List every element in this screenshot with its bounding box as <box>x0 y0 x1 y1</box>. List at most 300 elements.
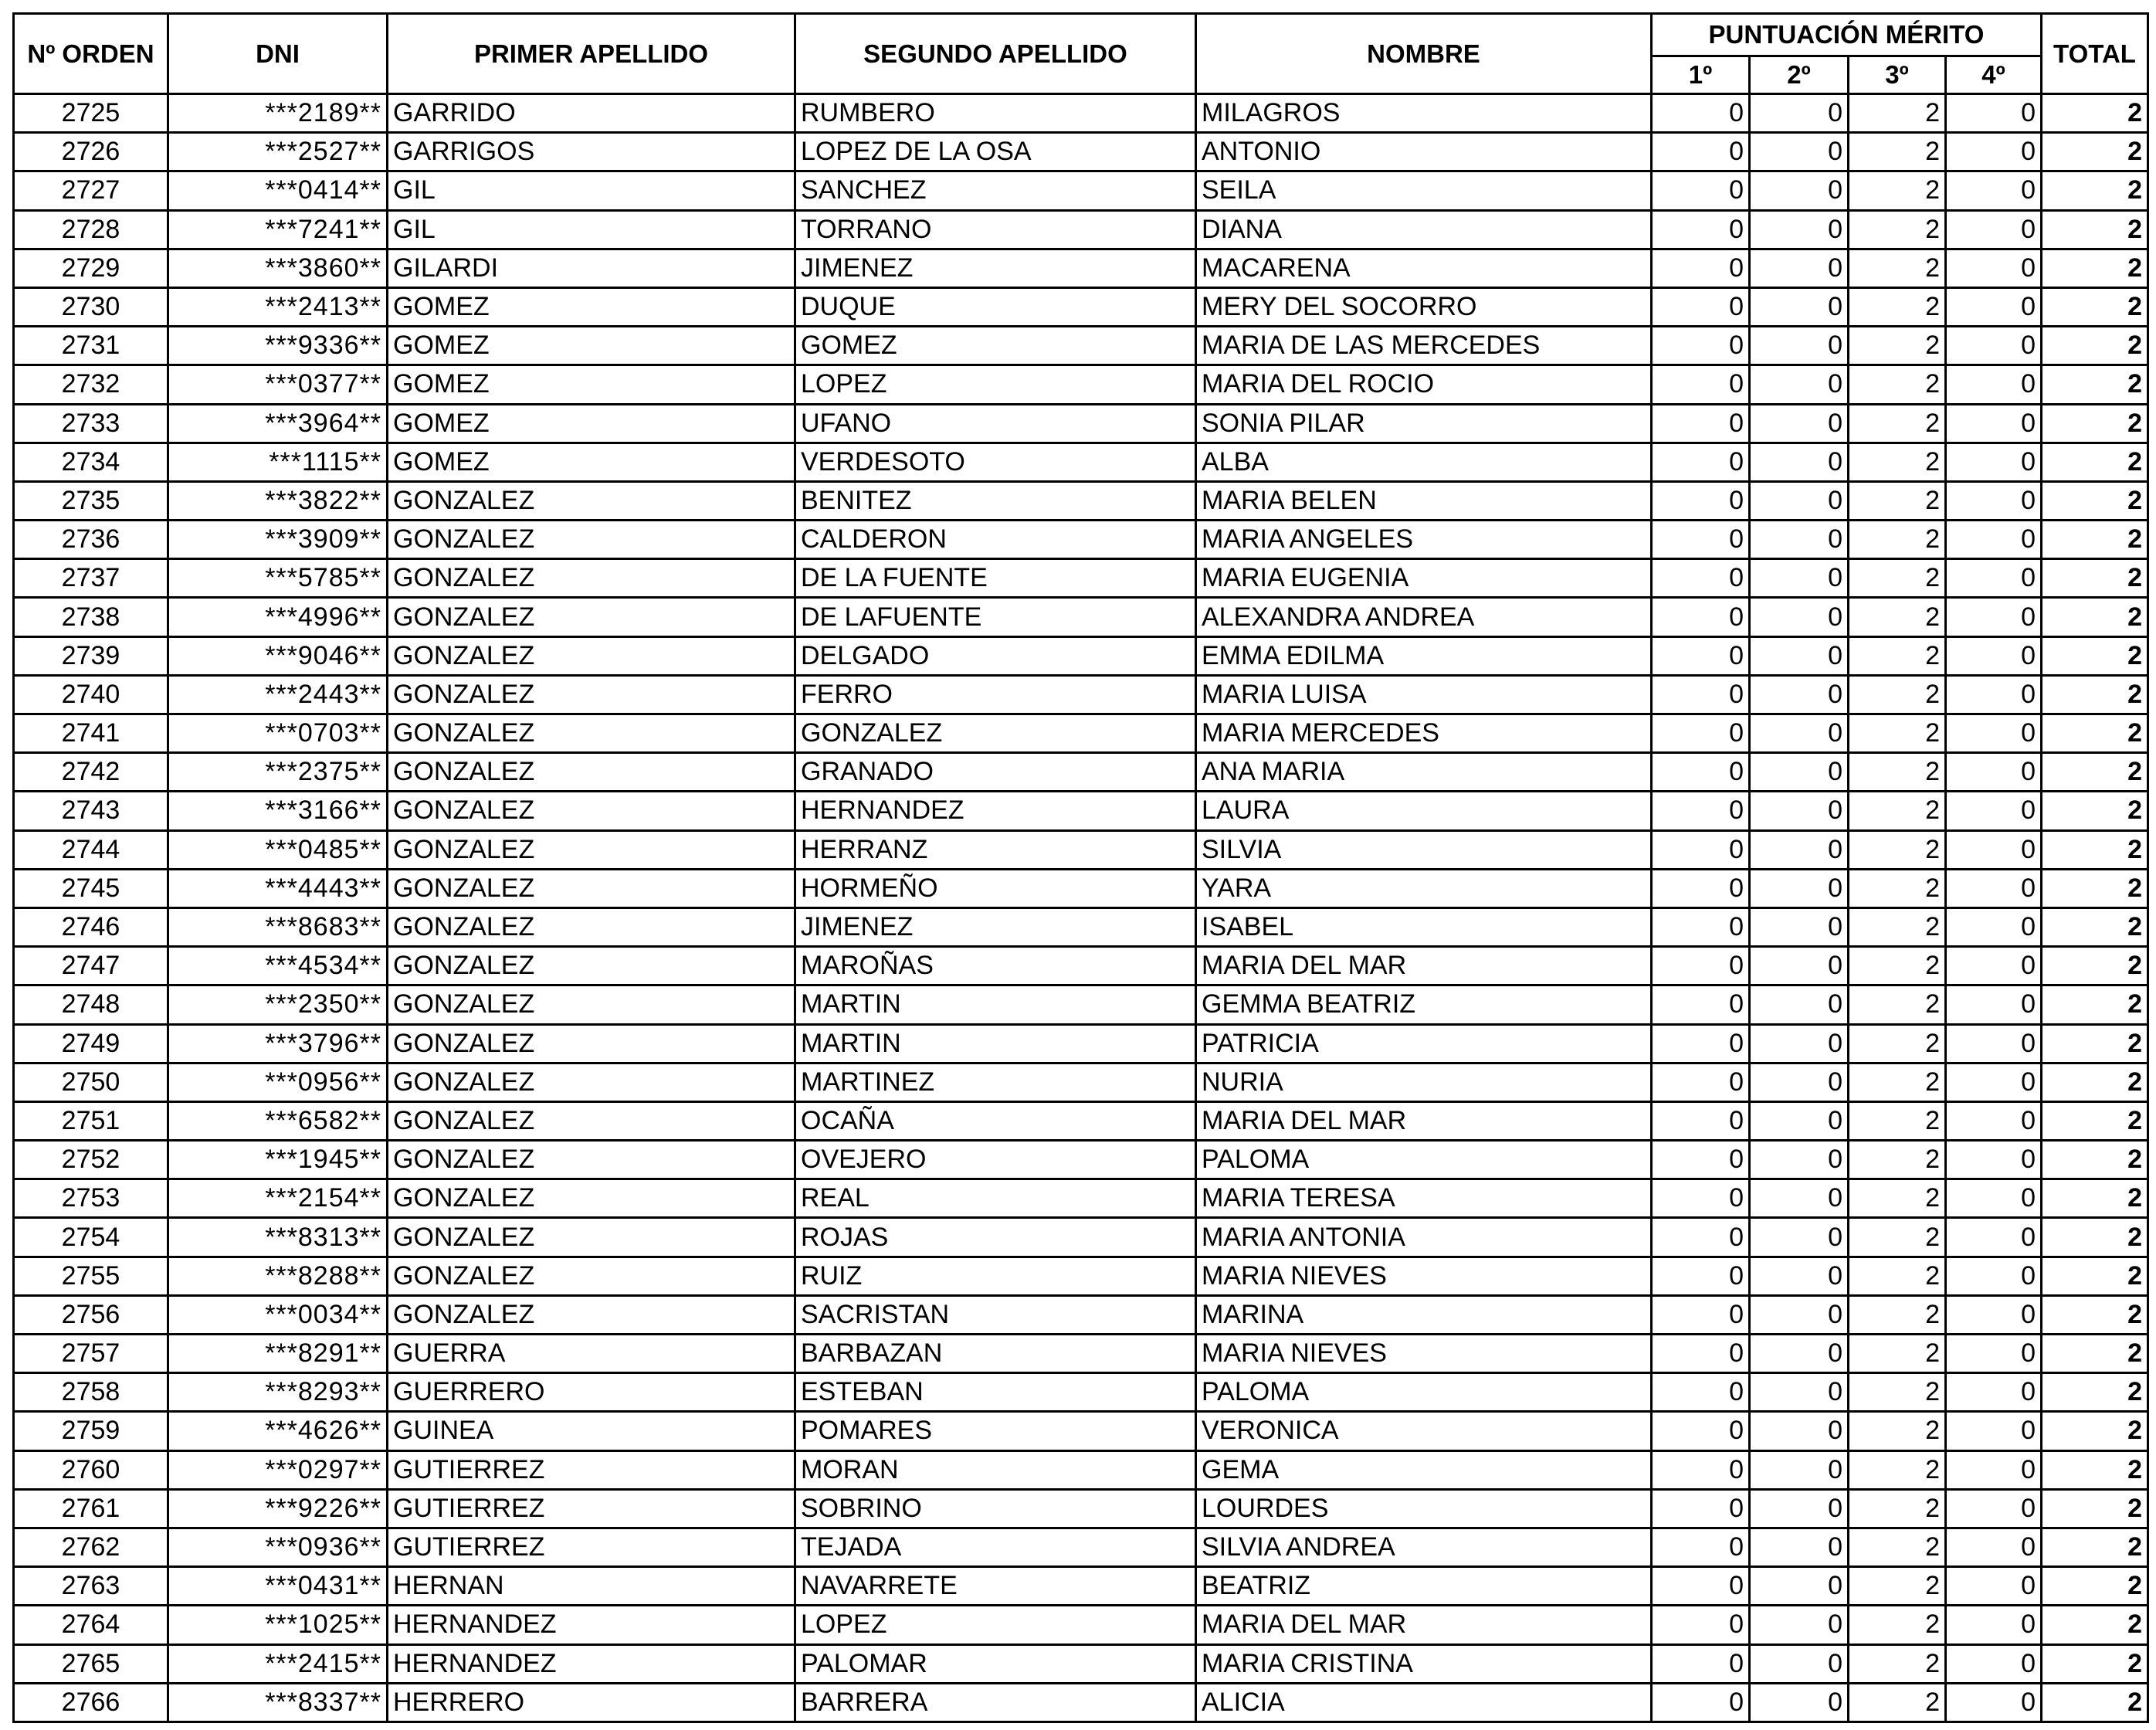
cell-segundo-apellido: ROJAS <box>795 1218 1196 1257</box>
cell-merito-4: 0 <box>1946 327 2042 365</box>
cell-orden: 2745 <box>14 869 168 907</box>
header-puntuacion-merito: PUNTUACIÓN MÉRITO <box>1652 14 2042 56</box>
cell-primer-apellido: GOMEZ <box>388 404 795 443</box>
cell-merito-1: 0 <box>1652 210 1750 249</box>
cell-merito-4: 0 <box>1946 753 2042 792</box>
cell-dni: ***0377** <box>168 365 388 404</box>
cell-segundo-apellido: PALOMAR <box>795 1644 1196 1683</box>
cell-primer-apellido: GUTIERREZ <box>388 1489 795 1528</box>
cell-merito-2: 0 <box>1750 1257 1849 1295</box>
table-row <box>14 1063 2148 1101</box>
cell-nombre: MILAGROS <box>1196 94 1652 133</box>
cell-merito-4: 0 <box>1946 94 2042 133</box>
cell-nombre: NURIA <box>1196 1063 1652 1101</box>
table-row <box>14 753 2148 792</box>
cell-primer-apellido: GONZALEZ <box>388 1257 795 1295</box>
cell-merito-4: 0 <box>1946 1528 2042 1566</box>
table-row <box>14 1606 2148 1644</box>
cell-segundo-apellido: NAVARRETE <box>795 1567 1196 1606</box>
cell-total: 2 <box>2042 1295 2148 1334</box>
cell-merito-2: 0 <box>1750 94 1849 133</box>
cell-merito-3: 2 <box>1849 636 1946 675</box>
cell-segundo-apellido: UFANO <box>795 404 1196 443</box>
cell-orden: 2762 <box>14 1528 168 1566</box>
cell-total: 2 <box>2042 869 2148 907</box>
cell-merito-1: 0 <box>1652 1567 1750 1606</box>
cell-merito-3: 2 <box>1849 1295 1946 1334</box>
cell-merito-4: 0 <box>1946 1295 2042 1334</box>
cell-nombre: ALEXANDRA ANDREA <box>1196 598 1652 636</box>
cell-segundo-apellido: BARRERA <box>795 1683 1196 1722</box>
cell-merito-1: 0 <box>1652 1489 1750 1528</box>
cell-merito-3: 2 <box>1849 1179 1946 1218</box>
cell-merito-3: 2 <box>1849 1450 1946 1489</box>
cell-primer-apellido: HERRERO <box>388 1683 795 1722</box>
cell-segundo-apellido: RUIZ <box>795 1257 1196 1295</box>
cell-orden: 2737 <box>14 559 168 598</box>
cell-segundo-apellido: HORMEÑO <box>795 869 1196 907</box>
table-row <box>14 559 2148 598</box>
cell-merito-3: 2 <box>1849 1335 1946 1373</box>
cell-merito-4: 0 <box>1946 171 2042 210</box>
cell-merito-1: 0 <box>1652 598 1750 636</box>
cell-orden: 2728 <box>14 210 168 249</box>
cell-dni: ***2375** <box>168 753 388 792</box>
table-row <box>14 1644 2148 1683</box>
table-row <box>14 1412 2148 1450</box>
cell-nombre: MARIA CRISTINA <box>1196 1644 1652 1683</box>
cell-total: 2 <box>2042 1567 2148 1606</box>
cell-primer-apellido: GONZALEZ <box>388 753 795 792</box>
cell-primer-apellido: GIL <box>388 171 795 210</box>
cell-merito-1: 0 <box>1652 559 1750 598</box>
cell-merito-1: 0 <box>1652 1412 1750 1450</box>
cell-merito-2: 0 <box>1750 171 1849 210</box>
cell-orden: 2738 <box>14 598 168 636</box>
cell-total: 2 <box>2042 636 2148 675</box>
cell-primer-apellido: GONZALEZ <box>388 481 795 520</box>
cell-primer-apellido: GONZALEZ <box>388 792 795 830</box>
cell-merito-3: 2 <box>1849 327 1946 365</box>
cell-nombre: YARA <box>1196 869 1652 907</box>
header-merito-4: 4º <box>1946 56 2042 94</box>
cell-merito-4: 0 <box>1946 1644 2042 1683</box>
cell-merito-4: 0 <box>1946 1257 2042 1295</box>
cell-merito-3: 2 <box>1849 753 1946 792</box>
cell-merito-1: 0 <box>1652 714 1750 753</box>
table-row <box>14 210 2148 249</box>
cell-nombre: MARIA NIEVES <box>1196 1257 1652 1295</box>
cell-nombre: MARINA <box>1196 1295 1652 1334</box>
cell-nombre: ANA MARIA <box>1196 753 1652 792</box>
cell-merito-1: 0 <box>1652 1683 1750 1722</box>
cell-orden: 2764 <box>14 1606 168 1644</box>
cell-orden: 2727 <box>14 171 168 210</box>
cell-dni: ***3964** <box>168 404 388 443</box>
cell-merito-1: 0 <box>1652 1606 1750 1644</box>
table-row <box>14 1450 2148 1489</box>
table-row <box>14 94 2148 133</box>
cell-segundo-apellido: MARTINEZ <box>795 1063 1196 1101</box>
cell-dni: ***2350** <box>168 985 388 1024</box>
cell-dni: ***8337** <box>168 1683 388 1722</box>
cell-nombre: ISABEL <box>1196 907 1652 946</box>
cell-dni: ***8313** <box>168 1218 388 1257</box>
table-row <box>14 1141 2148 1179</box>
cell-merito-4: 0 <box>1946 1683 2042 1722</box>
cell-dni: ***5785** <box>168 559 388 598</box>
cell-orden: 2749 <box>14 1024 168 1063</box>
cell-merito-3: 2 <box>1849 94 1946 133</box>
cell-orden: 2748 <box>14 985 168 1024</box>
cell-orden: 2739 <box>14 636 168 675</box>
cell-merito-2: 0 <box>1750 1063 1849 1101</box>
cell-primer-apellido: GUERRERO <box>388 1373 795 1412</box>
cell-total: 2 <box>2042 985 2148 1024</box>
cell-total: 2 <box>2042 1606 2148 1644</box>
cell-total: 2 <box>2042 947 2148 985</box>
cell-merito-3: 2 <box>1849 1489 1946 1528</box>
cell-merito-1: 0 <box>1652 1101 1750 1140</box>
cell-total: 2 <box>2042 1218 2148 1257</box>
cell-segundo-apellido: MARTIN <box>795 1024 1196 1063</box>
cell-dni: ***0485** <box>168 830 388 869</box>
cell-nombre: MARIA DEL MAR <box>1196 1606 1652 1644</box>
table-row <box>14 521 2148 559</box>
cell-primer-apellido: HERNAN <box>388 1567 795 1606</box>
cell-total: 2 <box>2042 481 2148 520</box>
cell-segundo-apellido: OCAÑA <box>795 1101 1196 1140</box>
cell-merito-3: 2 <box>1849 365 1946 404</box>
cell-primer-apellido: GONZALEZ <box>388 830 795 869</box>
cell-merito-2: 0 <box>1750 1606 1849 1644</box>
cell-merito-4: 0 <box>1946 1606 2042 1644</box>
table-body <box>14 94 2148 1722</box>
cell-dni: ***9336** <box>168 327 388 365</box>
cell-merito-2: 0 <box>1750 598 1849 636</box>
cell-merito-4: 0 <box>1946 869 2042 907</box>
table-row <box>14 792 2148 830</box>
cell-merito-2: 0 <box>1750 521 1849 559</box>
table-row <box>14 1218 2148 1257</box>
cell-merito-2: 0 <box>1750 792 1849 830</box>
header-orden: Nº ORDEN <box>14 14 168 94</box>
cell-merito-2: 0 <box>1750 1141 1849 1179</box>
cell-segundo-apellido: DELGADO <box>795 636 1196 675</box>
cell-total: 2 <box>2042 210 2148 249</box>
cell-merito-3: 2 <box>1849 1063 1946 1101</box>
cell-merito-2: 0 <box>1750 675 1849 714</box>
cell-merito-3: 2 <box>1849 249 1946 287</box>
cell-total: 2 <box>2042 1528 2148 1566</box>
header-nombre: NOMBRE <box>1196 14 1652 94</box>
cell-primer-apellido: GONZALEZ <box>388 869 795 907</box>
cell-dni: ***4443** <box>168 869 388 907</box>
table-row <box>14 1295 2148 1334</box>
cell-merito-1: 0 <box>1652 404 1750 443</box>
cell-nombre: SONIA PILAR <box>1196 404 1652 443</box>
cell-total: 2 <box>2042 1141 2148 1179</box>
cell-total: 2 <box>2042 249 2148 287</box>
cell-merito-2: 0 <box>1750 636 1849 675</box>
cell-dni: ***1945** <box>168 1141 388 1179</box>
table-header <box>14 14 2148 94</box>
cell-merito-3: 2 <box>1849 985 1946 1024</box>
cell-nombre: EMMA EDILMA <box>1196 636 1652 675</box>
cell-dni: ***2154** <box>168 1179 388 1218</box>
cell-merito-1: 0 <box>1652 792 1750 830</box>
cell-dni: ***8288** <box>168 1257 388 1295</box>
table-row <box>14 1179 2148 1218</box>
cell-merito-3: 2 <box>1849 1101 1946 1140</box>
cell-merito-1: 0 <box>1652 830 1750 869</box>
cell-merito-3: 2 <box>1849 521 1946 559</box>
cell-merito-4: 0 <box>1946 985 2042 1024</box>
cell-merito-1: 0 <box>1652 1373 1750 1412</box>
cell-merito-1: 0 <box>1652 1141 1750 1179</box>
cell-merito-4: 0 <box>1946 249 2042 287</box>
cell-total: 2 <box>2042 94 2148 133</box>
cell-merito-4: 0 <box>1946 365 2042 404</box>
results-table <box>12 12 2149 1723</box>
cell-nombre: GEMMA BEATRIZ <box>1196 985 1652 1024</box>
cell-segundo-apellido: JIMENEZ <box>795 907 1196 946</box>
cell-orden: 2754 <box>14 1218 168 1257</box>
cell-orden: 2731 <box>14 327 168 365</box>
cell-merito-2: 0 <box>1750 1024 1849 1063</box>
cell-dni: ***9046** <box>168 636 388 675</box>
cell-nombre: MERY DEL SOCORRO <box>1196 287 1652 326</box>
table-row <box>14 947 2148 985</box>
cell-dni: ***0297** <box>168 1450 388 1489</box>
cell-merito-4: 0 <box>1946 521 2042 559</box>
cell-dni: ***0034** <box>168 1295 388 1334</box>
cell-segundo-apellido: MAROÑAS <box>795 947 1196 985</box>
cell-merito-2: 0 <box>1750 1412 1849 1450</box>
table-row <box>14 171 2148 210</box>
cell-merito-2: 0 <box>1750 907 1849 946</box>
cell-merito-4: 0 <box>1946 1373 2042 1412</box>
cell-primer-apellido: GONZALEZ <box>388 675 795 714</box>
cell-orden: 2735 <box>14 481 168 520</box>
cell-segundo-apellido: TORRANO <box>795 210 1196 249</box>
cell-nombre: PALOMA <box>1196 1141 1652 1179</box>
cell-merito-1: 0 <box>1652 869 1750 907</box>
cell-dni: ***2443** <box>168 675 388 714</box>
cell-orden: 2729 <box>14 249 168 287</box>
cell-merito-3: 2 <box>1849 714 1946 753</box>
cell-merito-2: 0 <box>1750 1683 1849 1722</box>
cell-primer-apellido: GONZALEZ <box>388 985 795 1024</box>
cell-merito-2: 0 <box>1750 869 1849 907</box>
table-row <box>14 1335 2148 1373</box>
cell-merito-4: 0 <box>1946 1489 2042 1528</box>
cell-merito-4: 0 <box>1946 481 2042 520</box>
cell-segundo-apellido: ESTEBAN <box>795 1373 1196 1412</box>
cell-merito-4: 0 <box>1946 1567 2042 1606</box>
cell-segundo-apellido: LOPEZ <box>795 1606 1196 1644</box>
table-row <box>14 830 2148 869</box>
cell-merito-1: 0 <box>1652 907 1750 946</box>
cell-primer-apellido: GILARDI <box>388 249 795 287</box>
cell-merito-3: 2 <box>1849 830 1946 869</box>
cell-segundo-apellido: FERRO <box>795 675 1196 714</box>
table-row <box>14 365 2148 404</box>
cell-merito-2: 0 <box>1750 753 1849 792</box>
cell-dni: ***1025** <box>168 1606 388 1644</box>
cell-primer-apellido: GONZALEZ <box>388 521 795 559</box>
cell-merito-1: 0 <box>1652 249 1750 287</box>
cell-merito-4: 0 <box>1946 1218 2042 1257</box>
cell-orden: 2740 <box>14 675 168 714</box>
cell-segundo-apellido: GONZALEZ <box>795 714 1196 753</box>
cell-nombre: MARIA ANGELES <box>1196 521 1652 559</box>
cell-dni: ***7241** <box>168 210 388 249</box>
cell-segundo-apellido: REAL <box>795 1179 1196 1218</box>
table-row <box>14 1528 2148 1566</box>
cell-total: 2 <box>2042 327 2148 365</box>
cell-orden: 2734 <box>14 443 168 481</box>
cell-total: 2 <box>2042 559 2148 598</box>
cell-merito-3: 2 <box>1849 1412 1946 1450</box>
cell-segundo-apellido: DE LAFUENTE <box>795 598 1196 636</box>
cell-dni: ***2189** <box>168 94 388 133</box>
cell-merito-2: 0 <box>1750 1101 1849 1140</box>
cell-merito-1: 0 <box>1652 1528 1750 1566</box>
cell-segundo-apellido: JIMENEZ <box>795 249 1196 287</box>
cell-nombre: MARIA DEL MAR <box>1196 1101 1652 1140</box>
cell-nombre: MARIA ANTONIA <box>1196 1218 1652 1257</box>
cell-total: 2 <box>2042 1450 2148 1489</box>
header-merito-3: 3º <box>1849 56 1946 94</box>
cell-merito-4: 0 <box>1946 636 2042 675</box>
cell-segundo-apellido: MARTIN <box>795 985 1196 1024</box>
header-segundo-apellido: SEGUNDO APELLIDO <box>795 14 1196 94</box>
cell-merito-1: 0 <box>1652 1218 1750 1257</box>
cell-total: 2 <box>2042 1683 2148 1722</box>
cell-dni: ***2413** <box>168 287 388 326</box>
cell-primer-apellido: GONZALEZ <box>388 1218 795 1257</box>
cell-merito-1: 0 <box>1652 1450 1750 1489</box>
cell-primer-apellido: HERNANDEZ <box>388 1644 795 1683</box>
cell-nombre: GEMA <box>1196 1450 1652 1489</box>
table-row <box>14 1683 2148 1722</box>
cell-merito-1: 0 <box>1652 636 1750 675</box>
cell-total: 2 <box>2042 1644 2148 1683</box>
cell-total: 2 <box>2042 675 2148 714</box>
cell-merito-2: 0 <box>1750 287 1849 326</box>
cell-merito-4: 0 <box>1946 1141 2042 1179</box>
cell-merito-3: 2 <box>1849 907 1946 946</box>
cell-merito-2: 0 <box>1750 830 1849 869</box>
cell-merito-3: 2 <box>1849 1257 1946 1295</box>
cell-total: 2 <box>2042 1179 2148 1218</box>
cell-primer-apellido: GIL <box>388 210 795 249</box>
cell-merito-4: 0 <box>1946 404 2042 443</box>
cell-merito-2: 0 <box>1750 133 1849 171</box>
table-row <box>14 481 2148 520</box>
header-primer-apellido: PRIMER APELLIDO <box>388 14 795 94</box>
cell-orden: 2751 <box>14 1101 168 1140</box>
cell-orden: 2758 <box>14 1373 168 1412</box>
cell-total: 2 <box>2042 598 2148 636</box>
cell-segundo-apellido: DUQUE <box>795 287 1196 326</box>
cell-primer-apellido: GOMEZ <box>388 443 795 481</box>
cell-total: 2 <box>2042 1024 2148 1063</box>
cell-primer-apellido: GONZALEZ <box>388 1141 795 1179</box>
cell-segundo-apellido: SOBRINO <box>795 1489 1196 1528</box>
cell-merito-4: 0 <box>1946 1101 2042 1140</box>
cell-merito-3: 2 <box>1849 1373 1946 1412</box>
table-row <box>14 675 2148 714</box>
cell-total: 2 <box>2042 171 2148 210</box>
cell-merito-4: 0 <box>1946 287 2042 326</box>
cell-merito-3: 2 <box>1849 133 1946 171</box>
cell-orden: 2759 <box>14 1412 168 1450</box>
cell-merito-2: 0 <box>1750 1218 1849 1257</box>
cell-merito-1: 0 <box>1652 133 1750 171</box>
cell-merito-2: 0 <box>1750 1335 1849 1373</box>
cell-orden: 2744 <box>14 830 168 869</box>
cell-total: 2 <box>2042 521 2148 559</box>
cell-merito-3: 2 <box>1849 598 1946 636</box>
cell-nombre: MARIA DEL MAR <box>1196 947 1652 985</box>
cell-merito-1: 0 <box>1652 94 1750 133</box>
table-row <box>14 714 2148 753</box>
cell-nombre: LAURA <box>1196 792 1652 830</box>
cell-nombre: MARIA MERCEDES <box>1196 714 1652 753</box>
cell-merito-2: 0 <box>1750 1528 1849 1566</box>
cell-merito-2: 0 <box>1750 947 1849 985</box>
cell-merito-3: 2 <box>1849 1606 1946 1644</box>
cell-merito-4: 0 <box>1946 598 2042 636</box>
cell-nombre: ALBA <box>1196 443 1652 481</box>
cell-merito-4: 0 <box>1946 210 2042 249</box>
cell-orden: 2756 <box>14 1295 168 1334</box>
cell-merito-1: 0 <box>1652 675 1750 714</box>
cell-orden: 2766 <box>14 1683 168 1722</box>
cell-merito-1: 0 <box>1652 481 1750 520</box>
table-row <box>14 869 2148 907</box>
cell-merito-3: 2 <box>1849 1024 1946 1063</box>
cell-merito-4: 0 <box>1946 133 2042 171</box>
cell-merito-2: 0 <box>1750 1450 1849 1489</box>
cell-primer-apellido: GONZALEZ <box>388 907 795 946</box>
cell-merito-4: 0 <box>1946 792 2042 830</box>
cell-orden: 2765 <box>14 1644 168 1683</box>
cell-merito-3: 2 <box>1849 947 1946 985</box>
cell-nombre: SILVIA <box>1196 830 1652 869</box>
cell-nombre: LOURDES <box>1196 1489 1652 1528</box>
cell-dni: ***2415** <box>168 1644 388 1683</box>
cell-primer-apellido: GUINEA <box>388 1412 795 1450</box>
cell-nombre: ANTONIO <box>1196 133 1652 171</box>
cell-total: 2 <box>2042 1257 2148 1295</box>
cell-total: 2 <box>2042 1489 2148 1528</box>
table-row <box>14 404 2148 443</box>
cell-total: 2 <box>2042 443 2148 481</box>
cell-segundo-apellido: SANCHEZ <box>795 171 1196 210</box>
cell-merito-1: 0 <box>1652 985 1750 1024</box>
cell-merito-4: 0 <box>1946 1450 2042 1489</box>
cell-merito-3: 2 <box>1849 1141 1946 1179</box>
cell-merito-3: 2 <box>1849 1528 1946 1566</box>
cell-merito-4: 0 <box>1946 1412 2042 1450</box>
cell-primer-apellido: GUTIERREZ <box>388 1450 795 1489</box>
cell-merito-4: 0 <box>1946 1063 2042 1101</box>
cell-total: 2 <box>2042 1373 2148 1412</box>
cell-orden: 2725 <box>14 94 168 133</box>
